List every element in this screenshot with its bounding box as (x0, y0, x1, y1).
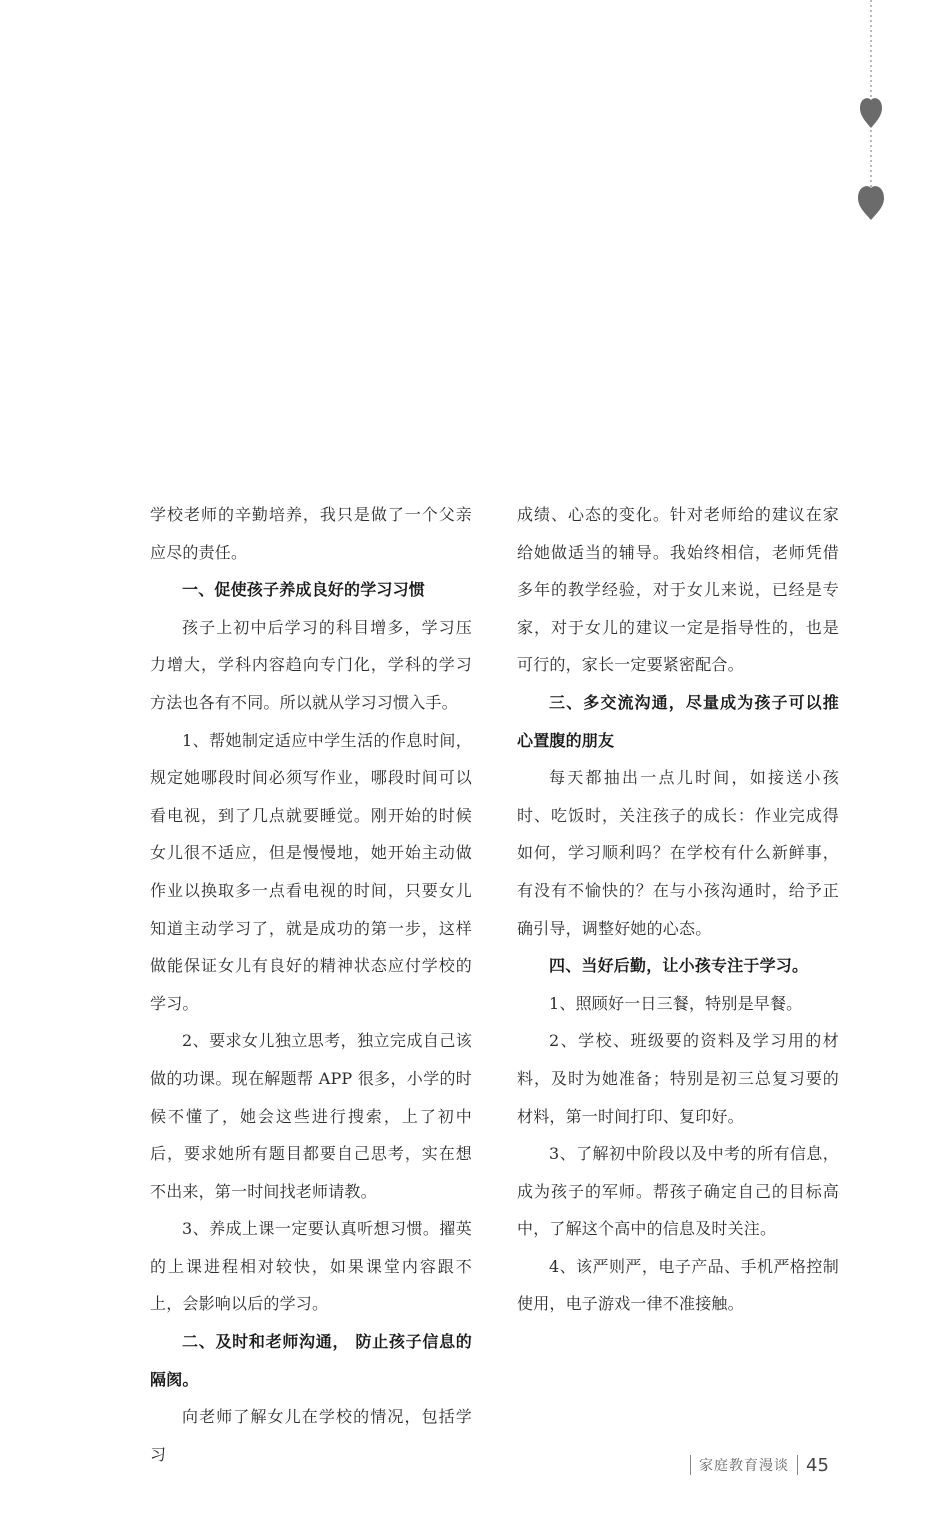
section-heading: 一、促使孩子养成良好的学习习惯 (182, 580, 426, 600)
section-title: 家庭教育漫谈 (699, 1458, 789, 1474)
paragraph: 孩子上初中后学习的科目增多，学习压力增大，学科内容趋向专门化，学科的学习方法也各有不同。所以就从学习习惯入手。 (150, 617, 472, 712)
paragraph: 2、学校、班级要的资料及学习用的材料，及时为她准备；特别是初三总复习要的材料，第一时间打印、复印好。 (517, 1031, 839, 1126)
section-heading: 二、及时和老师沟通， 防止孩子信息的隔阂。 (150, 1332, 472, 1389)
right-column (517, 496, 839, 1323)
paragraph: 4、该严则严，电子产品、手机严格控制使用，电子游戏一律不准接触。 (517, 1256, 839, 1314)
footer-divider (797, 1455, 798, 1475)
paragraph: 向老师了解女儿在学校的情况，包括学习 (150, 1407, 472, 1464)
decorative-hearts (0, 0, 925, 260)
left-column (150, 496, 472, 1473)
paragraph: 3、了解初中阶段以及中考的所有信息，成为孩子的军师。帮孩子确定自己的目标高中，了解这个高中的信息及时关注。 (517, 1144, 839, 1239)
paragraph: 成绩、心态的变化。针对老师给的建议在家给她做适当的辅导。我始终相信，老师凭借多年的教学经验，对于女儿来说，已经是专家，对于女儿的建议一定是指导性的，也是可行的，家长一定要紧密配合。 (517, 505, 839, 675)
heart-icon (858, 186, 884, 220)
paragraph: 2、要求女儿独立思考，独立完成自己该做的功课。现在解题帮 APP 很多，小学的时候不懂了，她会这些进行搜索，上了初中后，要求她所有题目都要自己思考，实在想不出来，第一时间找老师请教。 (150, 1031, 472, 1201)
section-heading: 三、多交流沟通，尽量成为孩子可以推心置腹的朋友 (517, 692, 839, 750)
heart-icon (860, 98, 882, 128)
paragraph: 1、照顾好一日三餐，特别是早餐。 (549, 993, 803, 1013)
section-heading: 四、当好后勤，让小孩专注于学习。 (549, 956, 809, 976)
paragraph: 每天都抽出一点儿时间，如接送小孩时、吃饭时，关注孩子的成长：作业完成得如何，学习顺利吗？在学校有什么新鲜事，有没有不愉快的？在与小孩沟通时，给予正确引导，调整好她的心态。 (517, 768, 839, 938)
paragraph: 学校老师的辛勤培养，我只是做了一个父亲应尽的责任。 (150, 505, 472, 562)
page-number: 45 (806, 1454, 829, 1476)
page-footer (690, 1453, 850, 1477)
paragraph: 1、帮她制定适应中学生活的作息时间，规定她哪段时间必须写作业，哪段时间可以看电视，到了几点就要睡觉。刚开始的时候女儿很不适应，但是慢慢地，她开始主动做作业以换取多一点看电视的时间，只要女儿知道主动学习了，就是成功的第一步，这样做能保证女儿有良好的精神状态应付学校的学习。 (150, 730, 472, 1013)
paragraph: 3、养成上课一定要认真听想习惯。擢英的上课进程相对较快，如果课堂内容跟不上，会影响以后的学习。 (150, 1219, 472, 1314)
